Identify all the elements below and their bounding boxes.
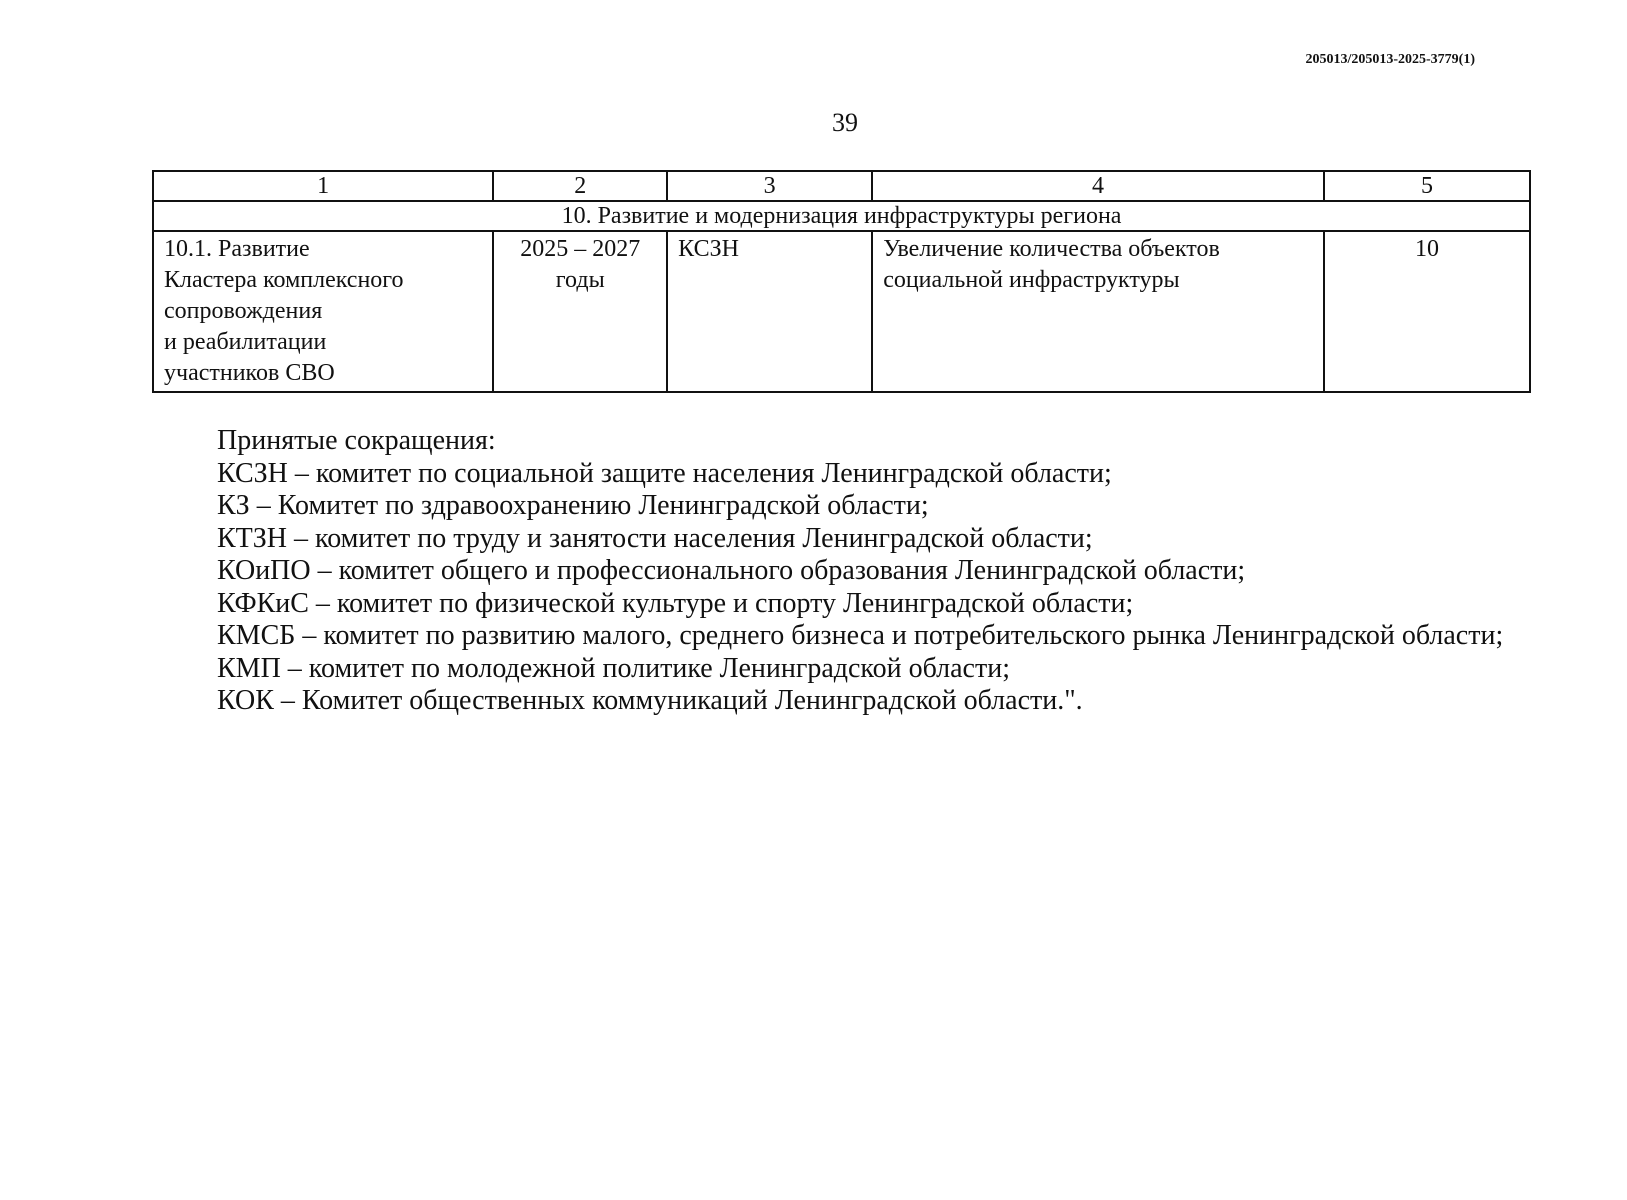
abbreviation-item: КТЗН – комитет по труду и занятости населения Ленинградской области; — [217, 522, 1093, 554]
column-number-cell: 3 — [667, 171, 872, 201]
value-cell: 10 — [1324, 231, 1530, 392]
page-number: 39 — [832, 108, 858, 137]
abbreviations-heading: Принятые сокращения: — [217, 425, 496, 456]
abbreviation-item: КОК – Комитет общественных коммуникаций Ленинградской области.". — [217, 685, 1083, 716]
activity-cell: 10.1. Развитие Кластера комплексного сопровождения и реабилитации участников СВО — [153, 231, 493, 392]
column-number-cell: 4 — [872, 171, 1324, 201]
column-number-cell: 2 — [493, 171, 667, 201]
abbreviation-item: КМП – комитет по молодежной политике Ленинградской области; — [217, 652, 1010, 684]
period-cell: 2025 – 2027 годы — [493, 231, 667, 392]
column-number-cell: 5 — [1324, 171, 1530, 201]
measures-table — [152, 170, 1531, 393]
section-title: 10. Развитие и модернизация инфраструктуры региона — [153, 201, 1530, 231]
indicator-cell: Увеличение количества объектов социальной инфраструктуры — [872, 231, 1324, 392]
column-number-cell: 1 — [153, 171, 493, 201]
abbreviation-item: КОиПО – комитет общего и профессионального образования Ленинградской области; — [217, 555, 1246, 586]
section-row — [153, 201, 1530, 231]
abbreviation-item: КФКиС – комитет по физической культуре и спорту Ленинградской области; — [217, 587, 1134, 619]
document-id: 205013/205013-2025-3779(1) — [1305, 52, 1475, 67]
abbreviation-item: КСЗН – комитет по социальной защите населения Ленинградской области; — [217, 457, 1112, 489]
abbreviation-item: КМСБ – комитет по развитию малого, среднего бизнеса и потребительского рынка Ленинградской области; — [217, 620, 1504, 651]
column-number-row — [153, 171, 1530, 201]
abbreviation-item: КЗ – Комитет по здравоохранению Ленинградской области; — [217, 490, 929, 521]
executor-cell: КСЗН — [667, 231, 872, 392]
abbreviations-block — [217, 425, 1577, 718]
table-row — [153, 231, 1530, 392]
